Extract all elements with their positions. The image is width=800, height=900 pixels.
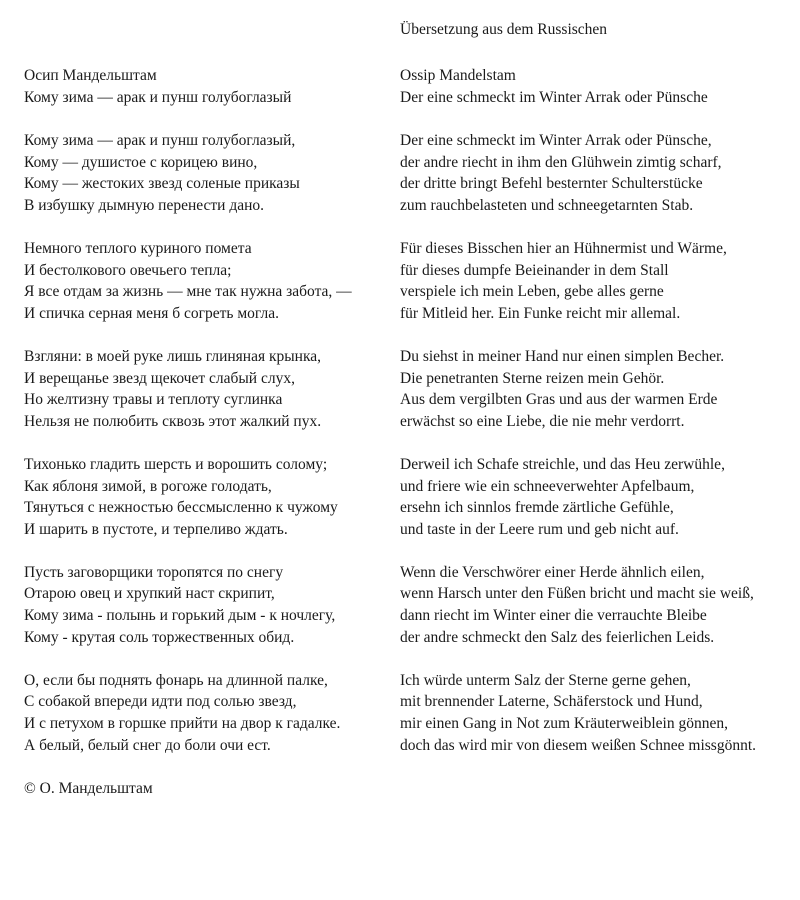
poem-line: Ich würde unterm Salz der Sterne gerne gehen,: [400, 671, 691, 689]
russian-stanza-2: [24, 238, 352, 324]
poem-line: für dieses dumpfe Beieinander in dem Stall: [400, 261, 669, 279]
german-stanza-6: [400, 670, 756, 756]
poem-line: wenn Harsch unter den Füßen bricht und macht sie weiß,: [400, 585, 754, 603]
poem-line: für Mitleid her. Ein Funke reicht mir allemal.: [400, 304, 681, 322]
russian-stanza-6: [24, 670, 352, 756]
poem-line: ersehn ich sinnlos fremde zärtliche Gefühle,: [400, 499, 674, 517]
poem-line: Du siehst in meiner Hand nur einen simplen Becher.: [400, 347, 725, 365]
poem-line: Кому — жестоких звезд соленые приказы: [24, 175, 300, 193]
german-stanza-4: [400, 454, 756, 540]
poem-line: И с петухом в горшке прийти на двор к гадалке.: [24, 715, 341, 733]
poem-line: Кому зима — арак и пунш голубоглазый,: [24, 132, 296, 149]
poem-line: Тихонько гладить шерсть и ворошить солому;: [24, 455, 328, 473]
poem-line: О, если бы поднять фонарь на длинной палке,: [24, 671, 328, 689]
russian-stanza-1: [24, 130, 352, 216]
russian-author: Осип Мандельштам: [24, 67, 157, 84]
poem-line: und taste in der Leere rum und geb nicht auf.: [400, 520, 679, 538]
translation-note: Übersetzung aus dem Russischen: [400, 21, 608, 38]
copyright-notice: © О. Мандельштам: [24, 780, 153, 797]
german-author: Ossip Mandelstam: [400, 67, 516, 84]
poem-line: der dritte bringt Befehl besternter Schulterstücke: [400, 175, 703, 193]
german-stanzas: [400, 130, 756, 778]
german-stanza-2: [400, 238, 756, 324]
poem-line: И спичка серная меня б согреть могла.: [24, 304, 279, 322]
poem-line: mit brennender Laterne, Schäferstock und Hund,: [400, 693, 703, 711]
poem-line: Пусть заговорщики торопятся по снегу: [24, 563, 284, 581]
german-stanza-1: [400, 130, 756, 216]
poem-line: Я все отдам за жизнь — мне так нужна забота, —: [24, 283, 352, 301]
poem-line: Тянуться с нежностью бессмысленно к чужому: [24, 499, 338, 517]
poem-line: Кому зима - полынь и горький дым - к ночлегу,: [24, 607, 336, 625]
poem-line: Как яблоня зимой, в рогоже голодать,: [24, 477, 272, 495]
poem-line: С собакой впереди идти под солью звезд,: [24, 693, 297, 711]
poem-line: И верещанье звезд щекочет слабый слух,: [24, 369, 295, 387]
russian-title: Кому зима — арак и пунш голубоглазый: [24, 88, 292, 106]
poem-line: der andre riecht in ihm den Glühwein zimtig scharf,: [400, 153, 722, 171]
russian-stanza-4: [24, 454, 352, 540]
poem-line: Но желтизну травы и теплоту суглинка: [24, 391, 283, 409]
russian-stanza-5: [24, 562, 352, 648]
poem-line: Wenn die Verschwörer einer Herde ähnlich eilen,: [400, 563, 705, 581]
poem-line: der andre schmeckt den Salz des feierlichen Leids.: [400, 628, 715, 646]
poem-line: И шарить в пустоте, и терпеливо ждать.: [24, 520, 288, 538]
poem-line: Aus dem vergilbten Gras und aus der warmen Erde: [400, 391, 718, 409]
poem-line: А белый, белый снег до боли очи ест.: [24, 736, 271, 754]
poem-line: dann riecht im Winter einer die verrauchte Bleibe: [400, 607, 707, 625]
poem-line: Für dieses Bisschen hier an Hühnermist und Wärme,: [400, 239, 727, 257]
poem-line: Derweil ich Schafe streichle, und das Heu zerwühle,: [400, 455, 725, 473]
poem-line: Кому — душистое с корицею вино,: [24, 153, 258, 171]
german-heading: [400, 65, 708, 108]
poem-line: zum rauchbelasteten und schneegetarnten Stab.: [400, 196, 694, 214]
poem-line: Отарою овец и хрупкий наст скрипит,: [24, 585, 275, 603]
poem-line: doch das wird mir von diesem weißen Schnee missgönnt.: [400, 736, 757, 754]
poem-line: mir einen Gang in Not zum Kräuterweiblein gönnen,: [400, 715, 728, 733]
german-stanza-5: [400, 562, 756, 648]
poem-line: В избушку дымную перенести дано.: [24, 196, 265, 214]
poem-line: Die penetranten Sterne reizen mein Gehör.: [400, 369, 665, 387]
poem-line: erwächst so eine Liebe, die nie mehr verdorrt.: [400, 412, 685, 430]
poem-line: Немного теплого куриного помета: [24, 239, 252, 257]
poem-line: verspiele ich mein Leben, gebe alles gerne: [400, 283, 664, 301]
poem-line: und friere wie ein schneeverwehter Apfelbaum,: [400, 477, 695, 495]
poem-line: И бестолкового овечьего тепла;: [24, 261, 232, 279]
poem-line: Кому - крутая соль торжественных обид.: [24, 628, 295, 646]
russian-heading: [24, 65, 291, 108]
russian-stanza-3: [24, 346, 352, 432]
poem-line: Взгляни: в моей руке лишь глиняная крынка,: [24, 347, 322, 365]
russian-stanzas: [24, 130, 352, 778]
german-title: Der eine schmeckt im Winter Arrak oder Pünsche: [400, 88, 708, 106]
german-stanza-3: [400, 346, 756, 432]
poem-line: Нельзя не полюбить сквозь этот жалкий пух.: [24, 412, 322, 430]
poem-line: Der eine schmeckt im Winter Arrak oder Pünsche,: [400, 132, 712, 149]
